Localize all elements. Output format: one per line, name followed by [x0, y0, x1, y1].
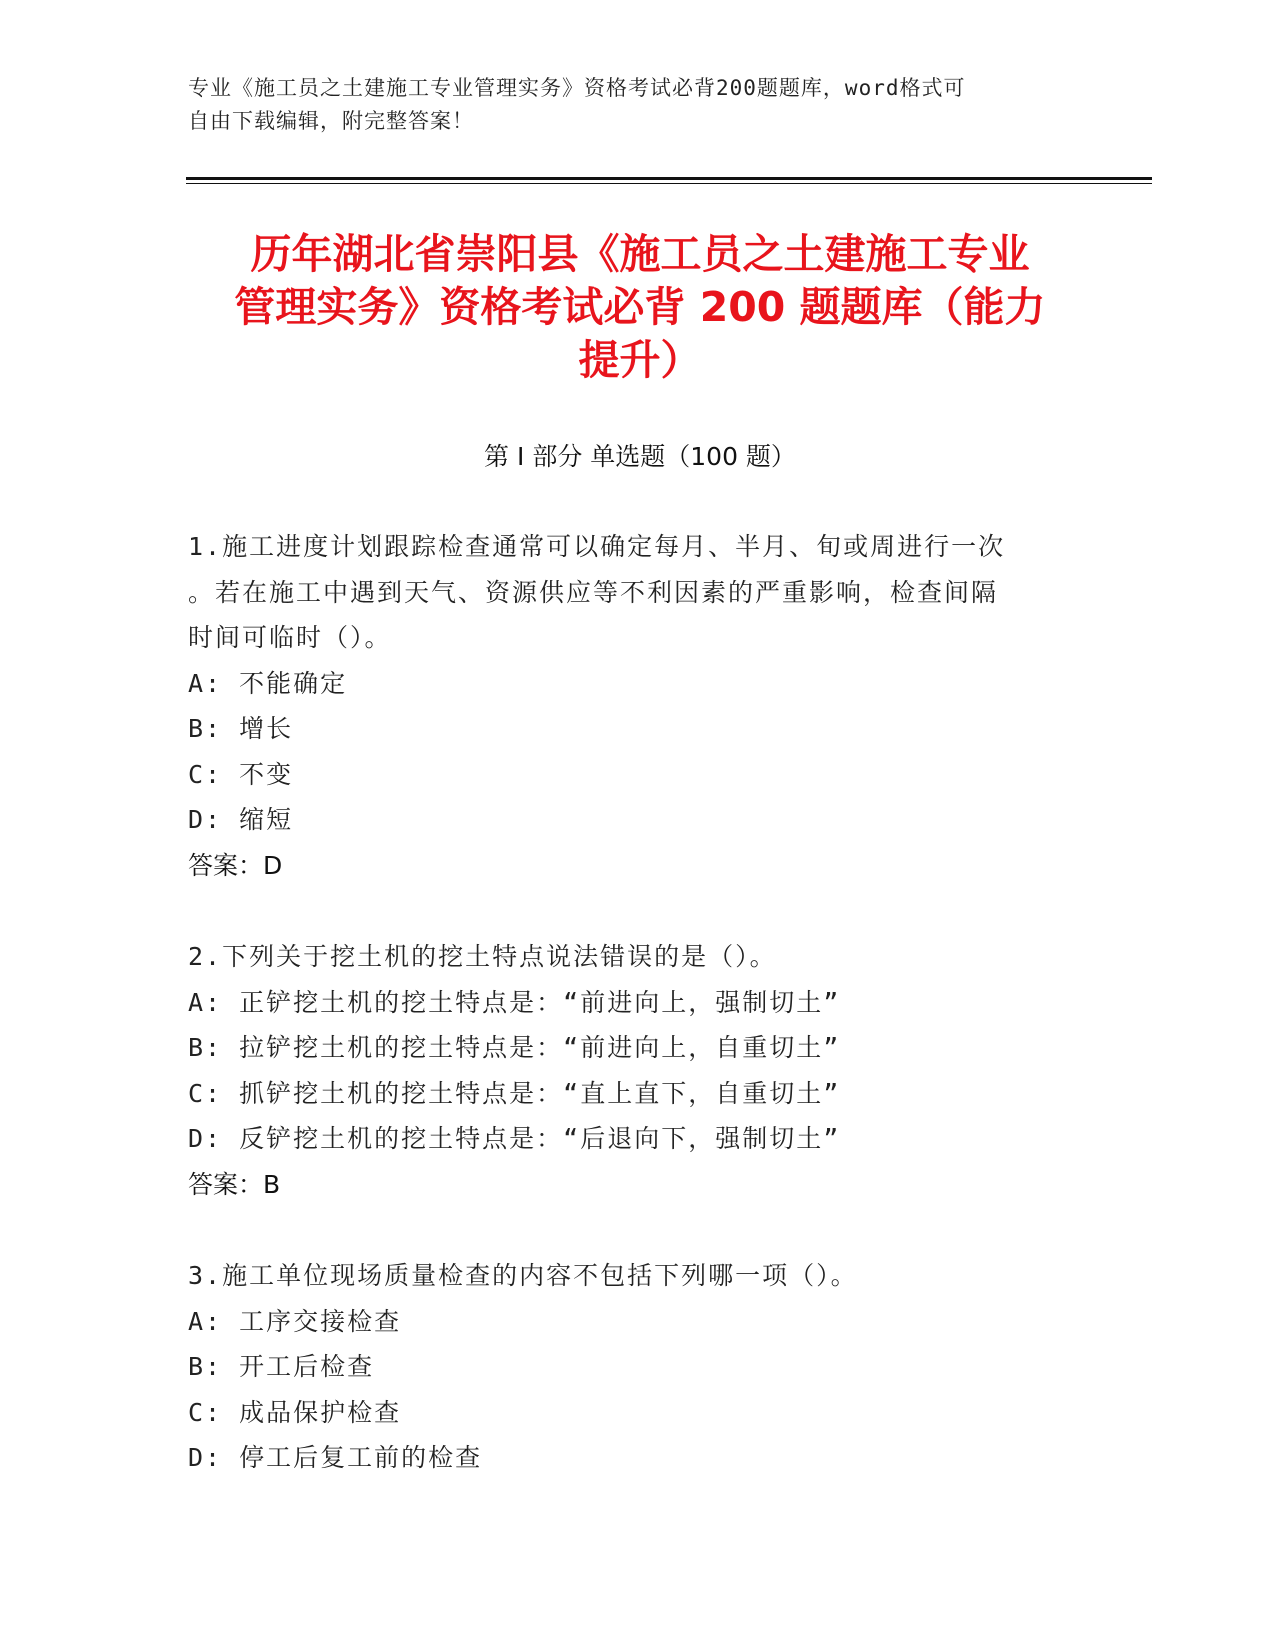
- header-divider-thick: [186, 177, 1152, 180]
- header-note: [188, 72, 1068, 138]
- section-heading: 第 I 部分 单选题（100 题）: [484, 442, 796, 471]
- title-line: 管理实务》资格考试必背 200 题题库（能力: [234, 283, 1046, 331]
- question-stem: 。若在施工中遇到天气、资源供应等不利因素的严重影响，检查间隔: [188, 577, 999, 607]
- option-d: D: 反铲挖土机的挖土特点是：“后退向下，强制切土”: [188, 1124, 841, 1153]
- option-c: C: 成品保护检查: [188, 1397, 402, 1427]
- answer-key: 答案：B: [188, 1169, 281, 1199]
- option-a: A: 工序交接检查: [188, 1306, 402, 1336]
- header-divider-thin: [186, 183, 1152, 184]
- title-line: 提升）: [578, 336, 702, 384]
- question-item: [188, 524, 1068, 888]
- header-note-line: 自由下载编辑，附完整答案！: [188, 109, 474, 133]
- header-note-line: 专业《施工员之土建施工专业管理实务》资格考试必背200题题库，word格式可: [188, 76, 966, 100]
- question-stem: 时间可临时（）。: [188, 623, 392, 652]
- title-line: 历年湖北省崇阳县《施工员之土建施工专业: [250, 230, 1030, 278]
- option-a: A: 正铲挖土机的挖土特点是：“前进向上，强制切土”: [188, 987, 841, 1017]
- option-b: B: 开工后检查: [188, 1352, 375, 1381]
- option-b: B: 增长: [188, 714, 294, 743]
- option-d: D: 停工后复工前的检查: [188, 1443, 483, 1472]
- option-d: D: 缩短: [188, 805, 294, 834]
- option-c: C: 抓铲挖土机的挖土特点是：“直上直下，自重切土”: [188, 1078, 841, 1108]
- question-item: [188, 934, 1068, 1207]
- question-stem: 3.施工单位现场质量检查的内容不包括下列哪一项（）。: [188, 1261, 858, 1290]
- option-c: C: 不变: [188, 759, 294, 789]
- document-title: [190, 228, 1090, 387]
- answer-key: 答案：D: [188, 850, 283, 880]
- question-item: [188, 1253, 1068, 1481]
- option-b: B: 拉铲挖土机的挖土特点是：“前进向上，自重切土”: [188, 1033, 841, 1062]
- question-stem: 1.施工进度计划跟踪检查通常可以确定每月、半月、旬或周进行一次: [188, 532, 1006, 561]
- question-stem: 2.下列关于挖土机的挖土特点说法错误的是（）。: [188, 942, 777, 971]
- option-a: A: 不能确定: [188, 668, 348, 698]
